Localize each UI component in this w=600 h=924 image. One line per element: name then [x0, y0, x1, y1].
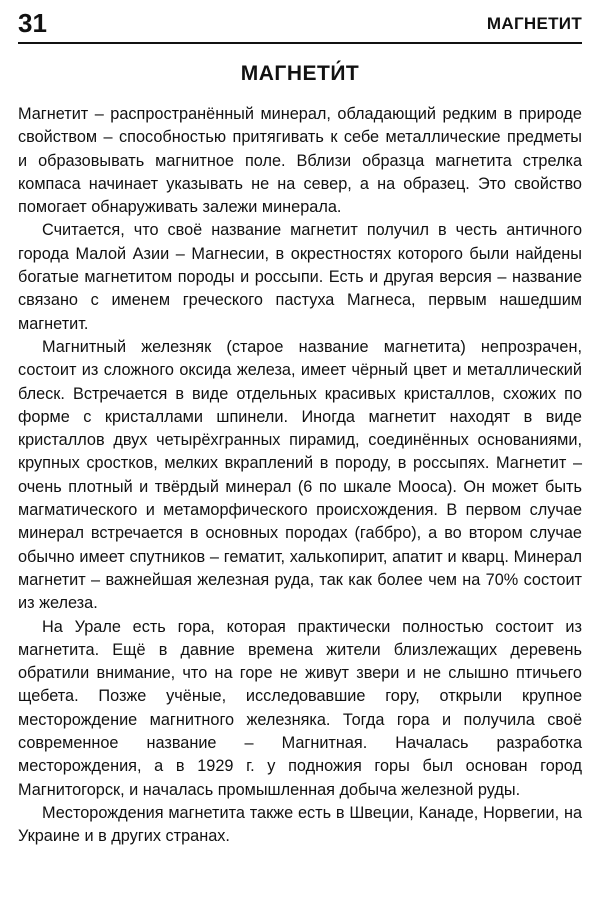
paragraph: Считается, что своё название магнетит получил в честь античного города Малой Азии – Магнесии, в окрестностях которого были найдены богатые магнетитом породы и россыпи. Есть и другая версия – название связано с именем греческого пастуха Магнеса, первым нашедшим магнетит.: [18, 221, 582, 333]
running-title: МАГНЕТИТ: [486, 14, 582, 33]
page-number: 31: [18, 8, 47, 38]
paragraph: На Урале есть гора, которая практически полностью состоит из магнетита. Ещё в давние времена жители близлежащих деревень обратили внимание, что на горе не живут звери и не слышно птичьего щебета. Позже учёные, исследовавшие гору, открыли крупное месторождение магнитного железняка. Тогда гора и получила своё современное название – Магнитная. Началась разработка месторождения, а в 1929 г. у подножия горы был основан город Магнитогорск, и началась промышленная добыча железной руды.: [18, 617, 582, 799]
paragraph: Магнетит – распространённый минерал, обладающий редким в природе свойством – способностью притягивать к себе металлические предметы и образовывать магнитное поле. Вблизи образца магнетита стрелка компаса начинает указывать не на север, а на образец. Это свойство помогает обнаруживать залежи минерала.: [18, 105, 582, 217]
article-title: МАГНЕТИ́Т: [240, 62, 360, 85]
running-header: [18, 6, 582, 44]
paragraph: Месторождения магнетита также есть в Швеции, Канаде, Норвегии, на Украине и в других странах.: [18, 803, 582, 846]
article-body: [18, 103, 582, 849]
paragraph: Магнитный железняк (старое название магнетита) непрозрачен, состоит из сложного оксида железа, имеет чёрный цвет и металлический блеск. Встречается в виде отдельных красивых кристаллов, схожих по форме с кристаллами шпинели. Иногда магнетит находят в виде кристаллов двух четырёхгранных пирамид, соединённых основаниями, крупных сростков, мелких вкраплений в породу, в россыпях. Магнетит – очень плотный и твёрдый минерал (6 по шкале Мооса). Он может быть магматического и метаморфического происхождения. В первом случае минерал встречается в основных породах (габбро), а во втором случае обычно имеет спутников – гематит, халькопирит, апатит и кварц. Минерал магнетит – важнейшая железная руда, так как более чем на 70% состоит из железа.: [18, 337, 582, 613]
